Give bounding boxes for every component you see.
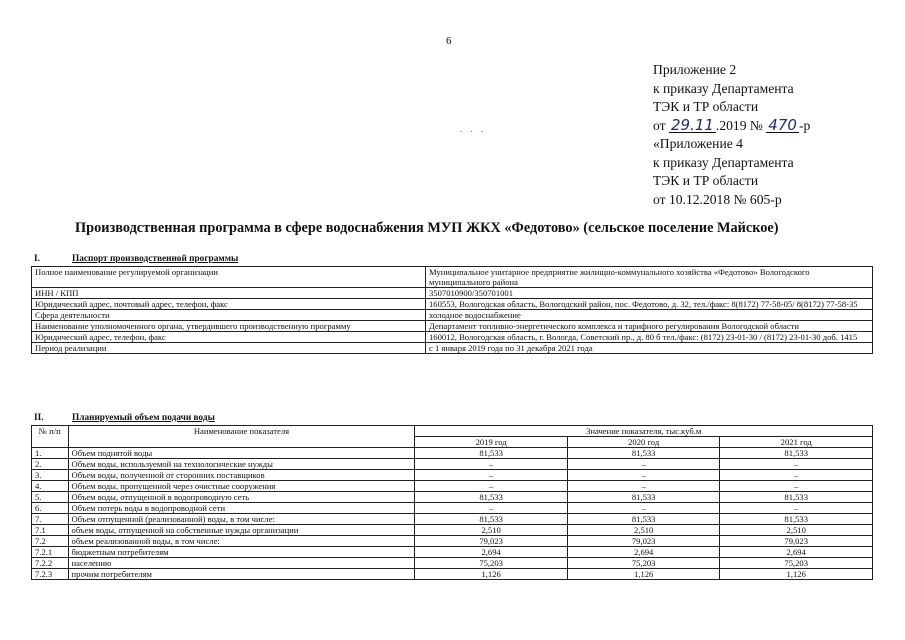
row-number: 3.	[32, 470, 69, 481]
passport-key: Юридический адрес, почтовый адрес, телефон, факс	[32, 299, 426, 310]
appendix-line: «Приложение 4	[653, 136, 743, 151]
passport-value: Департамент топливно-энергетического комплекса и тарифного регулирования Вологодской области	[426, 321, 873, 332]
section-title-text: Планируемый объем подачи воды	[72, 413, 215, 423]
row-value: –	[567, 503, 720, 514]
row-value: 1,126	[415, 569, 568, 580]
row-name: Объем воды, отпущенной в водопроводную сеть	[68, 492, 415, 503]
section-title-text: Паспорт производственной программы	[72, 254, 239, 264]
row-value: 79,023	[567, 536, 720, 547]
row-name: Объем отпущенной (реализованной) воды, в том числе:	[68, 514, 415, 525]
row-value: 81,533	[720, 514, 873, 525]
table-row	[32, 321, 873, 332]
document-title: Производственная программа в сфере водоснабжения МУП ЖКХ «Федотово» (сельское поселение Майское)	[75, 220, 779, 236]
row-number: 5.	[32, 492, 69, 503]
table-row	[32, 514, 873, 525]
row-name: населению	[68, 558, 415, 569]
table-row	[32, 492, 873, 503]
passport-value: холодное водоснабжение	[426, 310, 873, 321]
row-name: бюджетным потребителям	[68, 547, 415, 558]
row-value: –	[567, 459, 720, 470]
handwritten-order-number: 470	[768, 115, 797, 134]
appendix-line: ТЭК и ТР области	[653, 99, 759, 114]
row-value: 2,694	[567, 547, 720, 558]
passport-key: Период реализации	[32, 343, 426, 354]
passport-key: Юридический адрес, телефон, факс	[32, 332, 426, 343]
appendix-date-line	[653, 117, 810, 136]
row-value: –	[567, 470, 720, 481]
header-year: 2021 год	[720, 437, 873, 448]
row-value: 2,510	[415, 525, 568, 536]
row-value: 2,510	[720, 525, 873, 536]
table-row	[32, 310, 873, 321]
row-number: 4.	[32, 481, 69, 492]
table-row	[32, 558, 873, 569]
header-name: Наименование показателя	[68, 426, 415, 448]
passport-key: Наименование уполномоченного органа, утвердившего производственную программу	[32, 321, 426, 332]
order-suffix: -р	[798, 117, 811, 133]
table-row	[32, 288, 873, 299]
table-row	[32, 448, 873, 459]
passport-value: с 1 января 2019 года по 31 декабря 2021 года	[426, 343, 873, 354]
passport-table	[31, 266, 873, 354]
row-value: –	[567, 481, 720, 492]
date-prefix: от	[653, 117, 666, 133]
passport-value: Муниципальное унитарное предприятие жилищно-коммунального хозяйства «Федотово» Вологодского муниципального района	[426, 267, 873, 288]
row-name: Объем воды, пропущенной через очистные сооружения	[68, 481, 415, 492]
row-value: 2,510	[567, 525, 720, 536]
row-number: 7.2.2	[32, 558, 69, 569]
table-row	[32, 267, 873, 288]
scan-artifact: . . .	[460, 124, 487, 134]
row-value: 1,126	[720, 569, 873, 580]
row-value: 2,694	[415, 547, 568, 558]
section-number: I.	[34, 254, 40, 264]
row-number: 7.	[32, 514, 69, 525]
row-number: 6.	[32, 503, 69, 514]
row-value: 75,203	[415, 558, 568, 569]
passport-key: Сфера деятельности	[32, 310, 426, 321]
passport-value: 160553, Вологодская область, Вологодский район, пос. Федотово, д. 32, тел./факс: 8(8172) 77-58-05/ 8(8172) 77-58-35	[426, 299, 873, 310]
row-value: 79,023	[415, 536, 568, 547]
row-name: объем реализованной воды, в том числе:	[68, 536, 415, 547]
appendix-line: к приказу Департамента	[653, 80, 794, 96]
appendix-line: Приложение 2	[653, 62, 737, 77]
passport-key: ИНН / КПП	[32, 288, 426, 299]
row-name: Объем потерь воды в водопроводной сети	[68, 503, 415, 514]
row-value: –	[415, 503, 568, 514]
row-name: Объем воды, полученной от сторонних поставщиков	[68, 470, 415, 481]
row-value: –	[415, 459, 568, 470]
row-value: 1,126	[567, 569, 720, 580]
table-row	[32, 547, 873, 558]
table-row	[32, 536, 873, 547]
row-value: –	[415, 481, 568, 492]
row-value: 75,203	[567, 558, 720, 569]
table-row	[32, 470, 873, 481]
row-number: 2.	[32, 459, 69, 470]
table-row	[32, 569, 873, 580]
row-value: 81,533	[720, 448, 873, 459]
table-row	[32, 503, 873, 514]
row-value: 81,533	[567, 492, 720, 503]
table-row	[32, 481, 873, 492]
row-value: –	[720, 459, 873, 470]
row-value: 81,533	[567, 514, 720, 525]
row-value: –	[720, 481, 873, 492]
page-number: 6	[446, 35, 452, 47]
row-value: 81,533	[415, 492, 568, 503]
water-volume-table	[31, 425, 873, 580]
table-header-row	[32, 426, 873, 437]
appendix-block	[653, 61, 810, 209]
row-name: объем воды, отпущенной на собственные нужды организации	[68, 525, 415, 536]
appendix-line: к приказу Департамента	[653, 154, 794, 170]
section-number: II.	[34, 413, 44, 423]
table-row	[32, 459, 873, 470]
table-row	[32, 332, 873, 343]
header-year: 2020 год	[567, 437, 720, 448]
header-year: 2019 год	[415, 437, 568, 448]
row-value: –	[720, 470, 873, 481]
appendix-line: ТЭК и ТР области	[653, 173, 759, 188]
row-value: 81,533	[415, 448, 568, 459]
row-number: 7.2.3	[32, 569, 69, 580]
handwritten-date: 29.11	[670, 115, 714, 134]
row-name: Объем воды, используемой на технологические нужды	[68, 459, 415, 470]
section-1-title	[34, 254, 238, 264]
row-number: 7.2.1	[32, 547, 69, 558]
row-value: 81,533	[567, 448, 720, 459]
row-number: 7.2	[32, 536, 69, 547]
section-2-title	[34, 413, 215, 423]
header-num: № п/п	[32, 426, 69, 448]
row-value: –	[720, 503, 873, 514]
row-value: 79,023	[720, 536, 873, 547]
row-value: 81,533	[415, 514, 568, 525]
row-name: прочим потребителям	[68, 569, 415, 580]
row-number: 7.1	[32, 525, 69, 536]
passport-value: 3507010900/350701001	[426, 288, 873, 299]
table-row	[32, 299, 873, 310]
date-year: .2019 №	[715, 117, 763, 133]
header-values: Значение показателя, тыс.куб.м	[415, 426, 873, 437]
row-number: 1.	[32, 448, 69, 459]
row-value: 81,533	[720, 492, 873, 503]
row-value: 2,694	[720, 547, 873, 558]
passport-value: 160012, Вологодская область, г. Вологда, Советский пр., д. 80 б тел./факс: (8172) 23-01-30 / (8172) 23-01-30 доб. 1415	[426, 332, 873, 343]
appendix-line: от 10.12.2018 № 605-р	[653, 191, 782, 207]
table-row	[32, 525, 873, 536]
table-row	[32, 343, 873, 354]
row-name: Объем поднятой воды	[68, 448, 415, 459]
row-value: 75,203	[720, 558, 873, 569]
passport-key: Полное наименование регулируемой организации	[32, 267, 426, 288]
row-value: –	[415, 470, 568, 481]
